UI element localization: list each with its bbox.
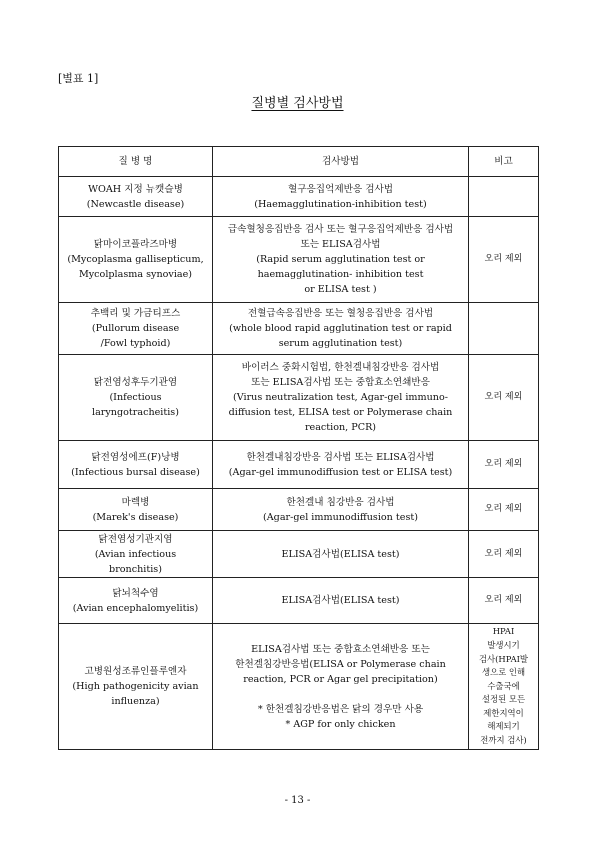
table-row	[59, 624, 539, 750]
method-cell	[213, 624, 469, 750]
inspection-methods-table	[58, 146, 539, 750]
method-cell	[213, 355, 469, 441]
disease-cell-line: (Mycoplasma gallisepticum,	[67, 254, 204, 265]
disease-cell-line: 닭전염성기관지염	[98, 533, 173, 545]
disease-cell-line: (Marek's disease)	[92, 511, 179, 523]
table-row	[59, 531, 539, 578]
method-cell-line: 전혈급속응집반응 또는 혈청응집반응 검사법	[247, 308, 434, 319]
method-cell-line: 급속혈청응집반응 검사 또는 혈구응집억제반응 검사법	[227, 224, 454, 235]
method-cell	[213, 441, 469, 489]
disease-cell	[59, 531, 213, 578]
note-cell	[469, 217, 539, 303]
method-cell-line: ELISA검사법 또는 중합효소연쇄반응 또는	[251, 643, 430, 655]
disease-cell-line: 닭전염성후두기관염	[93, 377, 178, 388]
disease-cell-line: 고병원성조류인플루엔자	[84, 666, 187, 677]
note-cell-line: 수출국에	[487, 680, 520, 691]
method-cell-line: (Agar-gel immunodiffusion test or ELISA test)	[228, 466, 453, 478]
disease-cell-line: (Avian encephalomyelitis)	[72, 602, 199, 614]
disease-cell	[59, 355, 213, 441]
note-cell	[469, 355, 539, 441]
disease-cell	[59, 441, 213, 489]
disease-cell	[59, 177, 213, 217]
method-cell-line	[215, 687, 466, 702]
disease-cell-line: (Infectious	[109, 392, 162, 403]
page-number: - 13 -	[284, 795, 311, 806]
disease-cell	[59, 217, 213, 303]
note-cell	[469, 177, 539, 217]
disease-cell-line: 추백리 및 가금티프스	[90, 308, 181, 319]
disease-cell-line: (Avian infectious	[94, 548, 177, 560]
method-cell-line: 한천겔내침강반응 검사법 또는 ELISA검사법	[246, 451, 435, 463]
note-cell	[469, 303, 539, 355]
method-cell-line: reaction, PCR or Agar gel precipitation)	[243, 673, 438, 685]
table-row	[59, 303, 539, 355]
method-cell-line: reaction, PCR)	[304, 422, 377, 433]
table-row	[59, 578, 539, 624]
method-cell	[213, 177, 469, 217]
note-cell-line: 오리 제외	[484, 459, 523, 469]
column-header-method: 검사방법	[213, 147, 469, 177]
note-cell-line: 발생시기	[487, 639, 520, 650]
note-cell-line: 생으로 인해	[481, 667, 526, 678]
column-header-note: 비고	[469, 147, 539, 177]
method-cell-line: 또는 ELISA검사법	[300, 239, 381, 250]
note-cell	[469, 531, 539, 578]
method-cell-line: * 한천겔침강반응법은 닭의 경우만 사용	[257, 703, 424, 715]
table-row	[59, 217, 539, 303]
note-cell-line: 해제되기	[487, 721, 520, 732]
method-cell-line: 한천겔내 침강반응 검사법	[286, 496, 395, 508]
method-cell-line: (Haemagglutination-inhibition test)	[254, 198, 427, 210]
disease-cell-line: (Newcastle disease)	[86, 198, 185, 210]
disease-cell-line: laryngotracheitis)	[92, 407, 179, 418]
column-header-disease: 질 병 명	[59, 147, 213, 177]
method-cell-line: (Virus neutralization test, Agar-gel immuno-	[233, 392, 448, 403]
note-cell	[469, 441, 539, 489]
disease-cell-line: 닭뇌척수염	[112, 587, 159, 599]
document-title: 질병별 검사방법	[251, 96, 344, 111]
note-cell	[469, 624, 539, 750]
method-cell-line: (Agar-gel immunodiffusion test)	[263, 511, 418, 523]
method-cell	[213, 217, 469, 303]
method-cell-line: diffusion test, ELISA test or Polymerase chain	[228, 407, 453, 418]
disease-cell-line: Mycolplasma synoviae)	[78, 269, 193, 280]
disease-cell	[59, 578, 213, 624]
table-row	[59, 355, 539, 441]
method-cell-line: ELISA검사법(ELISA test)	[281, 595, 400, 606]
note-cell-line: 제한지역이	[483, 707, 524, 718]
method-cell-line: 또는 ELISA검사법 또는 중합효소연쇄반응	[251, 377, 430, 388]
disease-cell-line: (Infectious bursal disease)	[71, 466, 200, 478]
disease-cell-line: 마렉병	[121, 496, 150, 508]
disease-cell-line: influenza)	[111, 696, 160, 707]
method-cell-line: or ELISA test )	[304, 284, 377, 295]
method-cell-line: 한천겔침강반응법(ELISA or Polymerase chain	[235, 658, 446, 670]
note-cell-line: 오리 제외	[484, 254, 523, 264]
method-cell-line: 혈구응집억제반응 검사법	[288, 183, 393, 195]
disease-cell-line: WOAH 지정 뉴캣슬병	[88, 183, 183, 195]
note-cell-line: 전까지 검사)	[480, 735, 527, 746]
note-cell-line: 설정된 모든	[481, 694, 526, 705]
method-cell	[213, 531, 469, 578]
method-cell-line: ELISA검사법(ELISA test)	[281, 548, 400, 560]
table-row	[59, 177, 539, 217]
note-cell-line: HPAI	[492, 626, 515, 637]
page-label: [별표 1]	[58, 72, 99, 85]
note-cell	[469, 578, 539, 624]
note-cell-line: 오리 제외	[484, 595, 523, 605]
note-cell-line: 오리 제외	[484, 548, 523, 559]
disease-cell	[59, 624, 213, 750]
disease-cell-line: 닭마이코플라즈마병	[93, 239, 178, 250]
disease-cell-line: (High pathogenicity avian	[72, 681, 199, 692]
note-cell	[469, 489, 539, 531]
method-cell-line: haemagglutination- inhibition test	[257, 269, 424, 280]
table-row	[59, 489, 539, 531]
disease-cell-line: (Pullorum disease	[91, 323, 180, 334]
method-cell	[213, 303, 469, 355]
method-cell-line: 바이러스 중화시험법, 한천겔내침강반응 검사법	[241, 362, 440, 373]
disease-cell	[59, 489, 213, 531]
disease-cell-line: /Fowl typhoid)	[100, 338, 171, 349]
disease-cell	[59, 303, 213, 355]
table-row	[59, 441, 539, 489]
method-cell-line: serum agglutination test)	[278, 338, 403, 349]
disease-cell-line: 닭전염성에프(F)낭병	[91, 451, 180, 463]
method-cell-line: (Rapid serum agglutination test or	[256, 254, 425, 265]
note-cell-line: 검사(HPAI발	[478, 653, 529, 664]
note-cell-line: 오리 제외	[484, 504, 523, 514]
method-cell-line: * AGP for only chicken	[285, 718, 396, 730]
method-cell-line: (whole blood rapid agglutination test or rapid	[229, 323, 452, 334]
method-cell	[213, 489, 469, 531]
disease-cell-line: bronchitis)	[109, 563, 162, 575]
method-cell	[213, 578, 469, 624]
note-cell-line: 오리 제외	[484, 392, 523, 402]
table-header-row	[59, 147, 539, 177]
